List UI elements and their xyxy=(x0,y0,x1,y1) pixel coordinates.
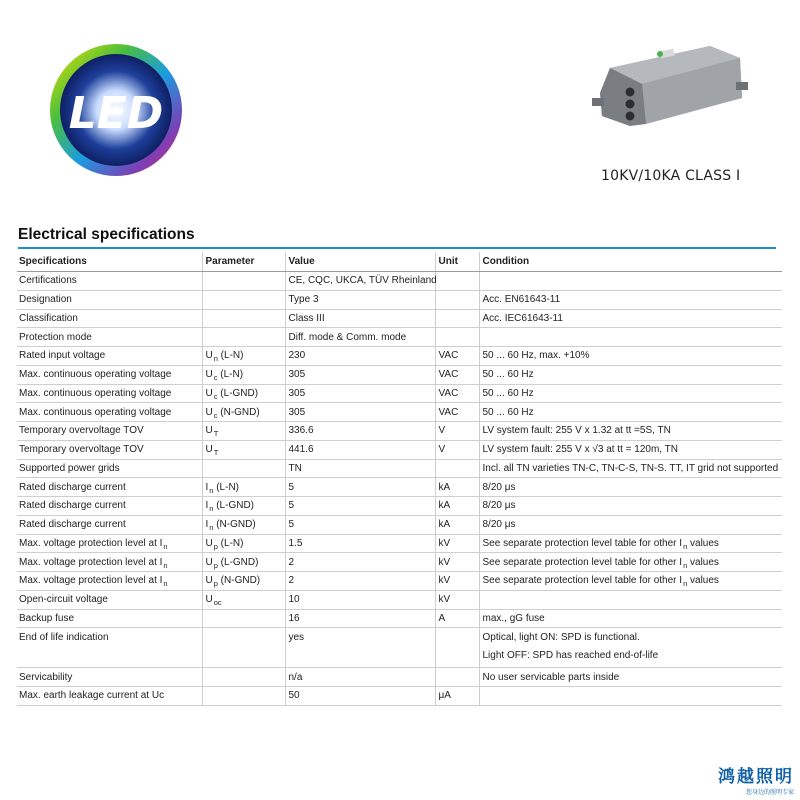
spec-text: Certifications xyxy=(19,275,77,287)
param-suffix: (L-GND) xyxy=(217,556,259,568)
param-symbol: U xyxy=(205,556,213,568)
cell-specification xyxy=(17,459,202,478)
spec-text: Rated discharge current xyxy=(19,481,126,493)
cell-parameter xyxy=(202,384,285,403)
cell-unit xyxy=(435,534,479,553)
table-row xyxy=(17,687,782,706)
cell-value xyxy=(285,668,435,687)
cell-condition xyxy=(479,515,782,534)
table-row xyxy=(17,403,782,422)
cell-parameter xyxy=(202,347,285,366)
cell-unit xyxy=(435,384,479,403)
cell-value xyxy=(285,497,435,516)
value-text: 16 xyxy=(288,612,300,624)
spec-text: Temporary overvoltage TOV xyxy=(19,425,144,437)
cell-specification xyxy=(17,365,202,384)
spec-text: Classification xyxy=(19,312,78,324)
cell-value xyxy=(285,290,435,309)
cell-condition xyxy=(479,668,782,687)
condition-text: Incl. all TN varieties TN-C, TN-C-S, TN-S. TT, IT grid not supported xyxy=(482,462,779,474)
unit-text: kA xyxy=(438,481,451,493)
param-suffix: (L-N) xyxy=(217,350,244,362)
cell-parameter xyxy=(202,403,285,422)
param-suffix: (N-GND) xyxy=(217,575,261,587)
cell-parameter xyxy=(202,609,285,628)
param-symbol: U xyxy=(205,537,213,549)
condition-line-1 xyxy=(483,631,780,649)
condition-text: Acc. EN61643-11 xyxy=(482,294,561,306)
col-header-value: Value xyxy=(285,252,435,272)
cell-parameter xyxy=(202,553,285,572)
unit-text: kV xyxy=(438,575,451,587)
param-subscript: n xyxy=(213,354,218,364)
spec-text: Temporary overvoltage TOV xyxy=(19,444,144,456)
cell-parameter xyxy=(202,328,285,347)
condition-text: 8/20 μs xyxy=(482,500,516,512)
param-subscript: p xyxy=(213,541,218,551)
cell-condition xyxy=(479,609,782,628)
value-text: 336.6 xyxy=(288,425,314,437)
table-header-row xyxy=(17,252,782,272)
param-symbol: U xyxy=(205,594,213,606)
spec-text: End of life indication xyxy=(19,632,109,644)
condition-text: See separate protection level table for other I xyxy=(482,537,683,549)
cell-value xyxy=(285,403,435,422)
cell-parameter xyxy=(202,668,285,687)
table-row xyxy=(17,553,782,572)
condition-text: Acc. IEC61643-11 xyxy=(482,312,563,324)
table-row xyxy=(17,478,782,497)
param-subscript: p xyxy=(213,560,218,570)
spec-text: Max. continuous operating voltage xyxy=(19,387,172,399)
condition-line-2 xyxy=(483,649,780,667)
value-text: 230 xyxy=(288,350,306,362)
cell-value xyxy=(285,309,435,328)
cell-value xyxy=(285,440,435,459)
cell-value xyxy=(285,590,435,609)
cell-condition xyxy=(479,440,782,459)
table-row xyxy=(17,347,782,366)
unit-text: A xyxy=(438,612,446,624)
param-symbol: U xyxy=(205,425,213,437)
cell-value xyxy=(285,628,435,668)
cell-specification xyxy=(17,534,202,553)
spec-text: Max. continuous operating voltage xyxy=(19,369,172,381)
cell-specification xyxy=(17,422,202,441)
table-row xyxy=(17,515,782,534)
cell-specification xyxy=(17,590,202,609)
spec-text: Backup fuse xyxy=(19,612,75,624)
condition-text: LV system fault: 255 V x 1.32 at tt =5S, TN xyxy=(482,425,671,437)
cell-parameter xyxy=(202,459,285,478)
condition-text: 50 ... 60 Hz xyxy=(482,406,534,418)
cell-specification xyxy=(17,384,202,403)
unit-text: kA xyxy=(438,519,451,531)
cell-unit xyxy=(435,272,479,291)
cell-unit xyxy=(435,572,479,591)
param-symbol: U xyxy=(205,444,213,456)
cell-condition xyxy=(479,290,782,309)
table-row xyxy=(17,328,782,347)
value-text: Class III xyxy=(288,312,325,324)
cell-condition xyxy=(479,422,782,441)
cell-parameter xyxy=(202,365,285,384)
cell-unit xyxy=(435,687,479,706)
value-text: 5 xyxy=(288,500,295,512)
col-header-condition: Condition xyxy=(479,252,782,272)
value-text: Type 3 xyxy=(288,294,319,306)
cell-unit xyxy=(435,347,479,366)
value-text: 5 xyxy=(288,481,295,493)
table-row xyxy=(17,272,782,291)
unit-text: VAC xyxy=(438,369,459,381)
product-image xyxy=(590,38,750,130)
unit-text: μA xyxy=(438,690,451,702)
value-text: yes xyxy=(288,632,305,644)
cell-parameter xyxy=(202,687,285,706)
cell-condition xyxy=(479,687,782,706)
spec-text: Rated discharge current xyxy=(19,519,126,531)
cell-unit xyxy=(435,668,479,687)
cell-condition xyxy=(479,272,782,291)
class-rating-label: 10KV/10KA CLASS I xyxy=(601,168,741,184)
table-row xyxy=(17,609,782,628)
value-text: 2 xyxy=(288,575,295,587)
cell-specification xyxy=(17,497,202,516)
param-suffix: (L-N) xyxy=(213,481,240,493)
spec-text: Designation xyxy=(19,294,72,306)
value-text: 5 xyxy=(288,519,295,531)
spec-text: Max. voltage protection level at I xyxy=(19,537,163,549)
param-symbol: I xyxy=(205,500,209,512)
cell-value xyxy=(285,422,435,441)
spec-text: Max. earth leakage current at Uc xyxy=(19,690,165,702)
unit-text: kV xyxy=(438,537,451,549)
cell-parameter xyxy=(202,309,285,328)
table-row xyxy=(17,384,782,403)
svg-text:LED: LED xyxy=(68,88,164,139)
cell-condition xyxy=(479,309,782,328)
cell-condition xyxy=(479,347,782,366)
table-row xyxy=(17,534,782,553)
table-row xyxy=(17,290,782,309)
param-symbol: U xyxy=(205,387,213,399)
condition-subscript: n xyxy=(683,560,688,570)
cell-value xyxy=(285,478,435,497)
cell-parameter xyxy=(202,440,285,459)
unit-text: VAC xyxy=(438,350,459,362)
cell-condition xyxy=(479,459,782,478)
table-row xyxy=(17,497,782,516)
cell-unit xyxy=(435,478,479,497)
col-header-parameter: Parameter xyxy=(202,252,285,272)
cell-specification xyxy=(17,609,202,628)
cell-condition xyxy=(479,365,782,384)
cell-specification xyxy=(17,553,202,572)
condition-text: max., gG fuse xyxy=(482,612,545,624)
col-header-specifications: Specifications xyxy=(17,252,202,272)
condition-text: 8/20 μs xyxy=(482,519,516,531)
unit-text: kA xyxy=(438,500,451,512)
param-subscript: n xyxy=(209,504,214,514)
value-text: 50 xyxy=(288,690,300,702)
cell-value xyxy=(285,572,435,591)
cell-parameter xyxy=(202,534,285,553)
param-suffix: (L-GND) xyxy=(213,500,255,512)
cell-parameter xyxy=(202,422,285,441)
cell-unit xyxy=(435,553,479,572)
cell-value xyxy=(285,687,435,706)
unit-text: VAC xyxy=(438,387,459,399)
param-suffix: (L-N) xyxy=(217,537,244,549)
value-text: TN xyxy=(288,462,302,474)
spec-text: Protection mode xyxy=(19,331,92,343)
spec-text: Supported power grids xyxy=(19,462,120,474)
cell-unit xyxy=(435,628,479,668)
condition-text: LV system fault: 255 V x √3 at tt = 120m, TN xyxy=(482,444,678,456)
value-text: 305 xyxy=(288,406,306,418)
param-subscript: c xyxy=(213,410,218,420)
unit-text: V xyxy=(438,444,446,456)
cell-parameter xyxy=(202,497,285,516)
condition-text: Optical, light ON: SPD is functional. xyxy=(482,632,640,644)
spec-text: Max. continuous operating voltage xyxy=(19,406,172,418)
cell-specification xyxy=(17,572,202,591)
condition-text: 50 ... 60 Hz xyxy=(482,387,534,399)
param-subscript: T xyxy=(213,448,219,458)
table-row xyxy=(17,668,782,687)
param-subscript: n xyxy=(209,523,214,533)
param-subscript: p xyxy=(213,579,218,589)
cell-parameter xyxy=(202,590,285,609)
cell-condition xyxy=(479,572,782,591)
value-text: 2 xyxy=(288,556,295,568)
condition-text: 50 ... 60 Hz, max. +10% xyxy=(482,350,590,362)
cell-unit xyxy=(435,365,479,384)
value-text: Diff. mode & Comm. mode xyxy=(288,331,407,343)
philips-surge-protector-module-image xyxy=(590,38,750,130)
param-subscript: c xyxy=(213,391,218,401)
param-symbol: U xyxy=(205,406,213,418)
spec-text: Max. voltage protection level at I xyxy=(19,575,163,587)
table-row xyxy=(17,422,782,441)
param-subscript: c xyxy=(213,373,218,383)
table-row xyxy=(17,628,782,668)
led-rainbow-ring-logo xyxy=(48,42,184,178)
cell-specification xyxy=(17,687,202,706)
col-header-unit: Unit xyxy=(435,252,479,272)
cell-unit xyxy=(435,609,479,628)
cell-specification xyxy=(17,272,202,291)
value-text: 1.5 xyxy=(288,537,303,549)
cell-specification xyxy=(17,478,202,497)
condition-text: See separate protection level table for other I xyxy=(482,556,683,568)
spec-subscript: n xyxy=(163,560,168,570)
cell-unit xyxy=(435,290,479,309)
unit-text: kV xyxy=(438,556,451,568)
cell-unit xyxy=(435,422,479,441)
condition-text: 50 ... 60 Hz xyxy=(482,369,534,381)
cell-value xyxy=(285,328,435,347)
spec-text: Rated input voltage xyxy=(19,350,106,362)
cell-unit xyxy=(435,440,479,459)
value-text: 441.6 xyxy=(288,444,314,456)
table-row xyxy=(17,590,782,609)
cell-value xyxy=(285,347,435,366)
value-text: CE, CQC, UKCA, TÜV Rheinland xyxy=(288,275,437,287)
param-symbol: U xyxy=(205,369,213,381)
cell-specification xyxy=(17,515,202,534)
cell-unit xyxy=(435,309,479,328)
param-subscript: T xyxy=(213,429,219,439)
param-subscript: oc xyxy=(213,598,222,608)
cell-condition xyxy=(479,478,782,497)
section-divider xyxy=(18,247,776,249)
cell-unit xyxy=(435,459,479,478)
value-text: n/a xyxy=(288,671,303,683)
unit-text: VAC xyxy=(438,406,459,418)
cell-value xyxy=(285,534,435,553)
electrical-spec-table xyxy=(17,252,782,706)
param-subscript: n xyxy=(209,485,214,495)
param-suffix: (L-N) xyxy=(217,369,244,381)
table-row xyxy=(17,572,782,591)
value-text: 10 xyxy=(288,594,300,606)
cell-condition xyxy=(479,534,782,553)
cell-unit xyxy=(435,515,479,534)
param-symbol: I xyxy=(205,481,209,493)
param-suffix: (N-GND) xyxy=(217,406,260,418)
condition-suffix: values xyxy=(687,537,719,549)
spec-text: Rated discharge current xyxy=(19,500,126,512)
cell-parameter xyxy=(202,515,285,534)
watermark xyxy=(718,762,794,796)
cell-unit xyxy=(435,328,479,347)
condition-suffix: values xyxy=(687,575,719,587)
condition-text: No user servicable parts inside xyxy=(482,671,620,683)
cell-condition xyxy=(479,384,782,403)
cell-parameter xyxy=(202,290,285,309)
cell-value xyxy=(285,553,435,572)
cell-value xyxy=(285,515,435,534)
cell-specification xyxy=(17,440,202,459)
section-title: Electrical specifications xyxy=(18,226,195,243)
cell-value xyxy=(285,609,435,628)
cell-specification xyxy=(17,290,202,309)
cell-unit xyxy=(435,590,479,609)
cell-unit xyxy=(435,497,479,516)
table-row xyxy=(17,440,782,459)
cell-parameter xyxy=(202,572,285,591)
param-symbol: I xyxy=(205,519,209,531)
cell-parameter xyxy=(202,478,285,497)
condition-subscript: n xyxy=(683,541,688,551)
condition-text: See separate protection level table for other I xyxy=(482,575,683,587)
cell-value xyxy=(285,384,435,403)
watermark-title: 鸿越照明 xyxy=(718,767,794,787)
table-row xyxy=(17,459,782,478)
led-logo xyxy=(48,42,184,178)
param-suffix: (N-GND) xyxy=(213,519,256,531)
spec-text: Servicability xyxy=(19,671,73,683)
cell-condition xyxy=(479,628,782,668)
unit-text: V xyxy=(438,425,446,437)
param-suffix: (L-GND) xyxy=(217,387,259,399)
cell-parameter xyxy=(202,272,285,291)
condition-subscript: n xyxy=(683,579,688,589)
spec-text: Open-circuit voltage xyxy=(19,594,108,606)
condition-text-line2: Light OFF: SPD has reached end-of-life xyxy=(482,650,659,662)
spec-subscript: n xyxy=(163,579,168,589)
cell-specification xyxy=(17,628,202,668)
cell-specification xyxy=(17,668,202,687)
value-text: 305 xyxy=(288,369,306,381)
cell-value xyxy=(285,459,435,478)
spec-text: Max. voltage protection level at I xyxy=(19,556,163,568)
param-symbol: U xyxy=(205,575,213,587)
cell-condition xyxy=(479,590,782,609)
cell-unit xyxy=(435,403,479,422)
table-row xyxy=(17,365,782,384)
cell-specification xyxy=(17,328,202,347)
param-symbol: U xyxy=(205,350,213,362)
cell-condition xyxy=(479,553,782,572)
cell-condition xyxy=(479,403,782,422)
unit-text: kV xyxy=(438,594,451,606)
cell-condition xyxy=(479,328,782,347)
condition-suffix: values xyxy=(687,556,719,568)
cell-value xyxy=(285,365,435,384)
cell-condition xyxy=(479,497,782,516)
cell-specification xyxy=(17,347,202,366)
cell-parameter xyxy=(202,628,285,668)
cell-specification xyxy=(17,403,202,422)
value-text: 305 xyxy=(288,387,306,399)
watermark-subtitle: 您身边的照明专家 xyxy=(745,789,794,796)
cell-specification xyxy=(17,309,202,328)
spec-subscript: n xyxy=(163,541,168,551)
table-row xyxy=(17,309,782,328)
condition-text: 8/20 μs xyxy=(482,481,516,493)
cell-value xyxy=(285,272,435,291)
